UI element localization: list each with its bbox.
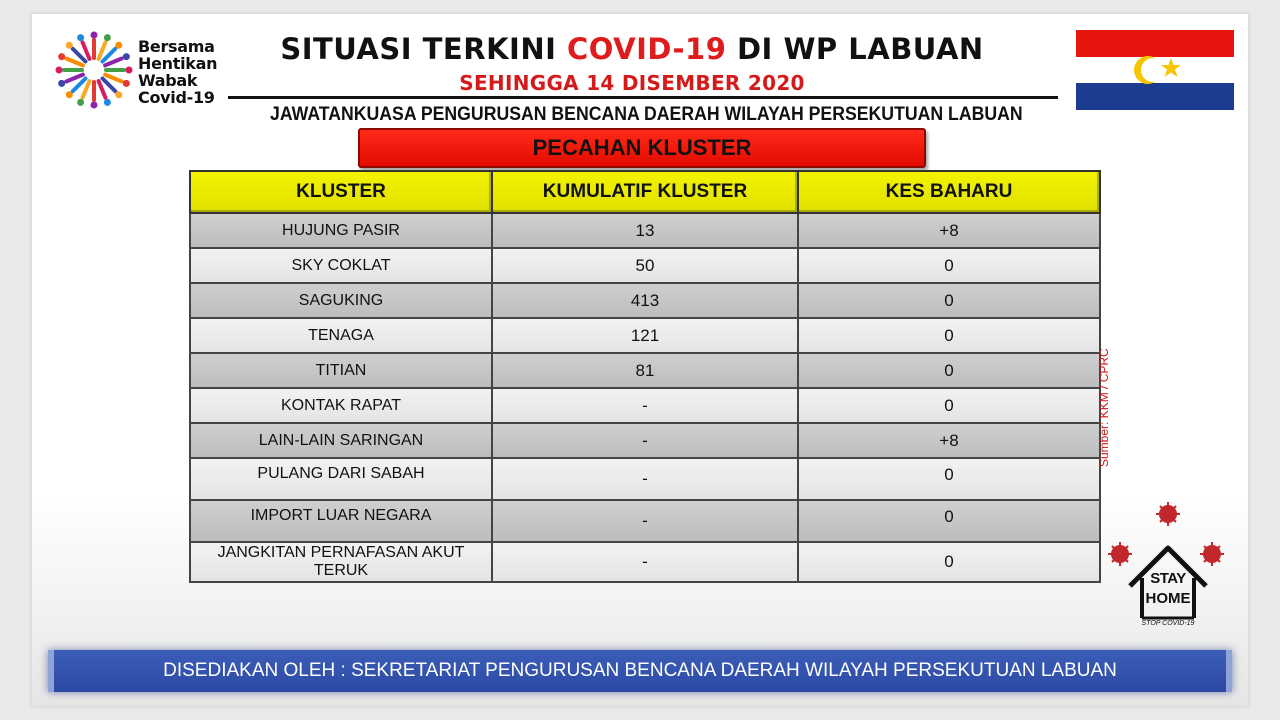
organization-name: JAWATANKUASA PENGURUSAN BENCANA DAERAH WILAYAH PERSEKUTUAN LABUAN	[270, 104, 1023, 125]
section-banner: PECAHAN KLUSTER	[358, 128, 926, 168]
cell-kluster: HUJUNG PASIR	[190, 213, 492, 248]
header-kes-baharu: KES BAHARU	[798, 171, 1100, 213]
title-highlight: COVID-19	[566, 32, 727, 66]
cell-kes-baharu: 0	[798, 388, 1100, 423]
cell-kluster: IMPORT LUAR NEGARA	[190, 500, 492, 542]
table-row	[190, 458, 1100, 500]
table-row	[190, 388, 1100, 423]
cell-kluster: LAIN-LAIN SARINGAN	[190, 423, 492, 458]
footer-bar: DISEDIAKAN OLEH : SEKRETARIAT PENGURUSAN BENCANA DAERAH WILAYAH PERSEKUTUAN LABUAN	[48, 650, 1232, 692]
cell-kumulatif: 13	[492, 213, 798, 248]
cell-kes-baharu: 0	[798, 458, 1100, 500]
logo-line: Covid-19	[138, 88, 215, 107]
header-kumulatif: KUMULATIF KLUSTER	[492, 171, 798, 213]
home-text: HOME	[1145, 590, 1191, 607]
cell-kluster: PULANG DARI SABAH	[190, 458, 492, 500]
cell-kes-baharu: 0	[798, 318, 1100, 353]
source-note: Sumber: KKM / CPRC	[1097, 348, 1111, 467]
cell-kumulatif: 413	[492, 283, 798, 318]
logo-line: Bersama	[138, 37, 215, 56]
table-row	[190, 500, 1100, 542]
cell-kes-baharu: 0	[798, 500, 1100, 542]
cell-kumulatif: -	[492, 542, 798, 582]
cell-kumulatif: 121	[492, 318, 798, 353]
people-burst-icon	[54, 30, 134, 110]
house-virus-icon	[1106, 498, 1226, 634]
cell-kluster: TITIAN	[190, 353, 492, 388]
table-row	[190, 318, 1100, 353]
table-row	[190, 213, 1100, 248]
cell-kes-baharu: +8	[798, 423, 1100, 458]
title-prefix: SITUASI TERKINI	[280, 32, 567, 66]
cell-kes-baharu: 0	[798, 248, 1100, 283]
stay-text: STAY	[1150, 570, 1186, 587]
cell-kluster: SAGUKING	[190, 283, 492, 318]
page-subtitle: SEHINGGA 14 DISEMBER 2020	[459, 71, 805, 95]
logo-text	[138, 38, 217, 106]
cluster-table	[189, 170, 1101, 583]
cell-kes-baharu: +8	[798, 213, 1100, 248]
cell-kluster: KONTAK RAPAT	[190, 388, 492, 423]
logo-line: Wabak	[138, 71, 198, 90]
table-header-row	[190, 171, 1100, 213]
cell-kes-baharu: 0	[798, 283, 1100, 318]
table-row	[190, 542, 1100, 582]
cell-kumulatif: 81	[492, 353, 798, 388]
cell-kes-baharu: 0	[798, 542, 1100, 582]
cell-kluster: JANGKITAN PERNAFASAN AKUT TERUK	[190, 542, 492, 582]
table-row	[190, 248, 1100, 283]
cell-kumulatif: 50	[492, 248, 798, 283]
stay-home-graphic	[1106, 498, 1226, 634]
cell-kumulatif: -	[492, 388, 798, 423]
page-title	[252, 32, 1012, 66]
bersama-hentikan-logo	[54, 30, 234, 116]
stop-covid-text: STOP COVID-19	[1141, 620, 1195, 627]
title-suffix: DI WP LABUAN	[726, 32, 984, 66]
table-row	[190, 283, 1100, 318]
cell-kumulatif: -	[492, 500, 798, 542]
slide	[32, 14, 1248, 706]
table-row	[190, 423, 1100, 458]
title-divider	[228, 96, 1058, 99]
labuan-flag-icon	[1076, 30, 1234, 110]
cell-kluster: TENAGA	[190, 318, 492, 353]
header-kluster: KLUSTER	[190, 171, 492, 213]
table-row	[190, 353, 1100, 388]
cell-kumulatif: -	[492, 458, 798, 500]
cell-kumulatif: -	[492, 423, 798, 458]
cell-kes-baharu: 0	[798, 353, 1100, 388]
cell-kluster: SKY COKLAT	[190, 248, 492, 283]
logo-line: Hentikan	[138, 54, 218, 73]
